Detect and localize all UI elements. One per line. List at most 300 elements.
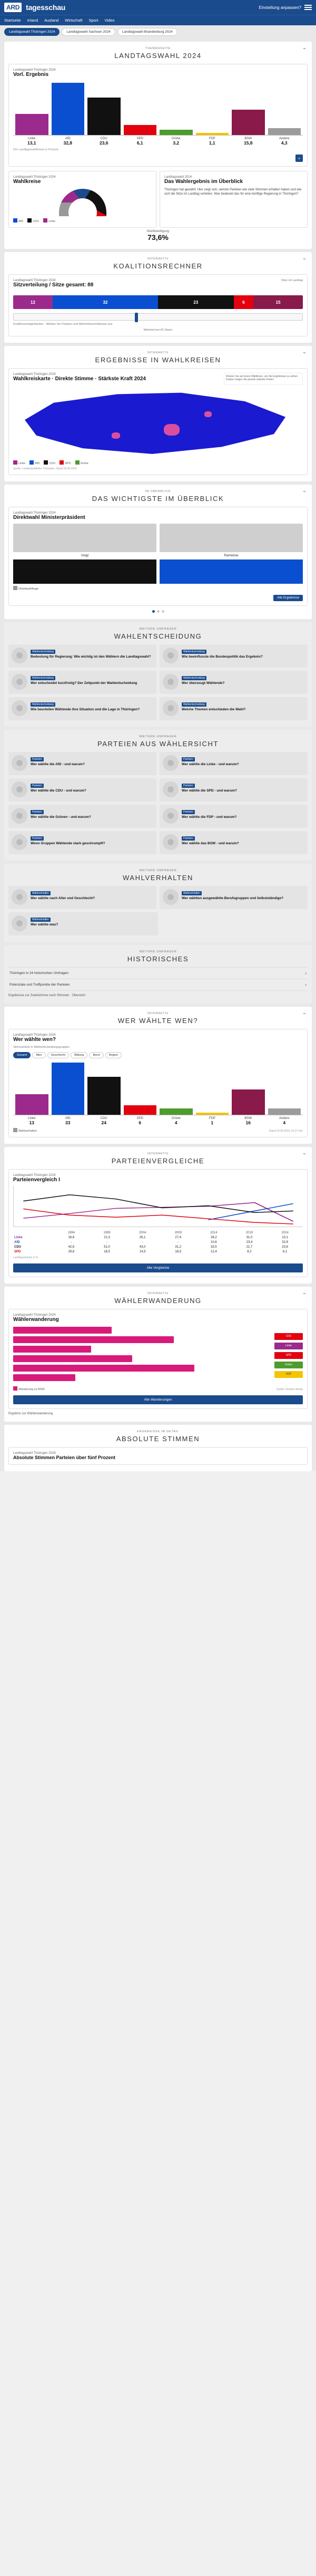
menu-icon[interactable] xyxy=(304,5,312,10)
card-headline: Wer wählte die Linke - und warum? xyxy=(182,763,239,766)
card-headline: Wer wählte die FDP - und warum? xyxy=(182,815,237,819)
card-title: Vorl. Ergebnis xyxy=(13,72,49,78)
flow-target-spd: SPD xyxy=(274,1352,303,1359)
card-kicker: Parteien xyxy=(182,784,195,788)
image-icon xyxy=(163,648,179,663)
flow-target-gruene: Grüne xyxy=(274,1362,303,1368)
cell: 33,5 xyxy=(211,1245,217,1249)
card-footer xyxy=(13,155,303,162)
cell: 18,5 xyxy=(175,1250,182,1253)
link-label: Potenziale und Treffpunkte der Parteien xyxy=(9,983,70,987)
bar-label-fdp: FDP 1,1 xyxy=(209,137,215,146)
card-headline: Wie beeinflusste die Bundespolitik das Ergebnis? xyxy=(182,655,263,659)
tab-beruf[interactable]: Beruf xyxy=(89,1052,103,1058)
card-headline: Wer wählte die SPD - und warum? xyxy=(182,789,237,793)
tab-region[interactable]: Region xyxy=(105,1052,122,1058)
avatar xyxy=(160,524,303,552)
row-party: AfD xyxy=(14,1240,20,1244)
all-comparisons-button[interactable]: Alle Vergleiche xyxy=(13,1263,303,1272)
absolute-title: ABSOLUTE STIMMEN xyxy=(116,1435,200,1443)
card-headline: Wer wählte die CDU - und warum? xyxy=(31,789,86,793)
card-kicker: Wahlentscheidung xyxy=(182,650,206,654)
list-item[interactable] xyxy=(160,752,308,775)
card-kicker: Wahlentscheidung xyxy=(31,650,55,654)
cell: 13,1 xyxy=(282,1236,288,1239)
party-trend-linechart xyxy=(13,1186,303,1227)
image-icon xyxy=(12,674,27,690)
bar-andere xyxy=(268,1063,301,1115)
slider-label: Koalitionsmöglichkeiten · Wählen Sie Parteien und Mehrheitsverhältnisse aus xyxy=(13,323,113,326)
th-1999: 1999 xyxy=(103,1231,111,1234)
wahlverhalten-grid xyxy=(8,886,308,935)
map-region-b[interactable] xyxy=(112,432,120,439)
direktwahl-kicker: Landtagswahl Thüringen 2024 xyxy=(13,512,56,515)
legend-cdu: CDU xyxy=(27,218,39,223)
cell: 31,2 xyxy=(175,1245,182,1249)
parteien-grid xyxy=(8,752,308,854)
cell: - xyxy=(71,1240,72,1244)
tab-alter[interactable]: Alter xyxy=(32,1052,45,1058)
bar-fdp xyxy=(196,83,229,135)
direktwahl-legend xyxy=(13,586,303,591)
wanderung-legend xyxy=(13,1386,303,1391)
share-icon[interactable]: ⌁ xyxy=(302,46,307,52)
vergleich-card xyxy=(8,1169,308,1277)
result-card xyxy=(8,64,308,167)
seatseg-cdu[interactable]: 23 xyxy=(158,295,234,309)
list-item[interactable] xyxy=(160,671,308,694)
article-text: Thüringen hat gewählt: Hier zeigt sich, welche Parteien wie viele Stimmen erhalten haben und wie sich die Sitze im Landtag verteilen. Was bedeutet das für eine künftige Regierung in Thüringen? xyxy=(164,188,302,196)
bar-label-andere: Andere 4,3 xyxy=(279,137,290,146)
map-title: Wahlkreiskarte · Direkte Stimme · Stärkste Kraft 2024 xyxy=(13,376,146,382)
werwen-legend xyxy=(13,1127,303,1133)
card-headline: Wenn Gruppen Wählende stark geschrumpft? xyxy=(31,842,105,845)
chevron-right-icon: › xyxy=(305,971,307,976)
list-item[interactable] xyxy=(160,644,308,668)
axis-note: Der Landtagswahlkreise in Prozent xyxy=(13,148,58,151)
list-item[interactable] xyxy=(160,886,308,909)
image-icon xyxy=(12,889,27,905)
cell: 29,6 xyxy=(68,1250,75,1253)
cell: 23,4 xyxy=(246,1240,253,1244)
bar-label-cdu: CDU 23,6 xyxy=(99,137,108,146)
wanderung-card xyxy=(8,1309,308,1409)
share-icon[interactable]: ⌁ xyxy=(302,1291,307,1297)
tab-gesamt[interactable]: Gesamt xyxy=(13,1052,31,1058)
share-icon[interactable]: ⌁ xyxy=(302,350,307,356)
list-item[interactable] xyxy=(8,752,156,775)
nav-item-4[interactable]: Sport xyxy=(88,18,98,23)
section-koalitionsrechner xyxy=(4,252,312,343)
bar-label-gruene: Grüne 4 xyxy=(171,1117,181,1125)
section-absolute-stimmen xyxy=(4,1425,312,1471)
majority-note: Mehrheit bei 45 Sitzen xyxy=(143,329,173,332)
cell: 21,7 xyxy=(246,1245,253,1249)
th-2014: 2014 xyxy=(210,1231,218,1234)
flow-bar xyxy=(13,1327,112,1334)
wahlverhalten-eyebrow: WEITERE UMFRAGEN xyxy=(139,869,177,872)
absolute-card-title: Absolute Stimmen Parteien über fünf Prozent xyxy=(13,1455,116,1460)
expand-icon[interactable]: ＋ xyxy=(295,155,303,162)
ard-logo[interactable]: ARD xyxy=(4,3,22,12)
th-1994: 1994 xyxy=(67,1231,75,1234)
flow-right xyxy=(274,1333,303,1378)
absolute-kicker: Landtagswahl Thüringen 2024 xyxy=(13,1452,56,1455)
vergleich-eyebrow: INTERAKTIV xyxy=(147,1152,169,1155)
donut-legend xyxy=(13,218,152,223)
bar-labels xyxy=(13,137,303,146)
wahlkreise-eyebrow: INTERAKTIV xyxy=(147,351,169,354)
list-item[interactable] xyxy=(8,967,308,979)
koalition-hint: Sitze im Landtag xyxy=(281,279,303,282)
bar-linke xyxy=(15,1063,48,1115)
werwen-bar-labels xyxy=(13,1117,303,1125)
seatseg-afd[interactable]: 32 xyxy=(53,295,158,309)
qrow xyxy=(8,778,308,802)
bar-bsw xyxy=(232,1063,265,1115)
subnav-sachsen[interactable]: Landtagswahl Sachsen 2024 xyxy=(62,28,115,36)
card-headline: Wie beurteilen Wählende ihre Situation und die Lage in Thüringen? xyxy=(31,708,140,711)
image-icon xyxy=(163,889,179,905)
cell: 26,1 xyxy=(139,1236,146,1239)
subnav-thueringen[interactable]: Landtagswahl Thüringen 2024 xyxy=(4,28,60,36)
list-item[interactable] xyxy=(160,831,308,854)
qrow xyxy=(8,644,308,668)
list-item[interactable] xyxy=(160,697,308,720)
seat-donut-chart xyxy=(59,189,106,216)
qrow xyxy=(8,886,308,909)
card-kicker: Landtagswahl Thüringen 2024 xyxy=(13,69,56,72)
link-label: Thüringen in 24 historischen Umfragen xyxy=(9,971,69,975)
image-icon xyxy=(12,700,27,716)
carousel-dots[interactable] xyxy=(8,610,308,613)
bar-linke xyxy=(15,83,48,135)
constituency-map[interactable] xyxy=(13,387,303,458)
table-row xyxy=(13,1240,303,1244)
cell: 32,8 xyxy=(282,1240,288,1244)
wichtigste-eyebrow: IM ÜBERBLICK xyxy=(145,490,171,493)
bar-label-spd: SPD 6 xyxy=(136,1117,143,1125)
card-kicker: Parteien xyxy=(31,836,44,841)
map-source: Quelle: Landeswahlleiter Thüringen, Stand 02.09.2024 xyxy=(13,467,77,470)
bar-bsw xyxy=(232,83,265,135)
section-historisches xyxy=(4,945,312,1004)
werwen-card-title: Wer wählte wen? xyxy=(13,1037,56,1043)
section-eyebrow: THEMENSEITE xyxy=(145,47,171,50)
flow-bar xyxy=(13,1355,132,1362)
cell: 31,0 xyxy=(246,1236,253,1239)
flow-bar xyxy=(13,1336,174,1343)
legend-afd: AfD xyxy=(13,218,23,223)
card-headline: Wer wählte was? xyxy=(31,923,58,927)
direktwahl-title: Direktwahl Ministerpräsident xyxy=(13,515,85,520)
list-item[interactable] xyxy=(8,912,158,935)
wahlkreise-title: ERGEBNISSE IN WAHLKREISEN xyxy=(95,356,221,364)
wanderung-card-title: Wählerwanderung xyxy=(13,1317,59,1323)
absolute-eyebrow: ERGEBNISSE IM DETAIL xyxy=(137,1430,179,1433)
image-icon xyxy=(12,782,27,797)
list-item[interactable] xyxy=(8,778,156,802)
card-headline: Wer entscheidet kurzfristig? Der Zeitpunkt der Wahlentscheidung xyxy=(31,681,137,685)
bar-label-bsw: BSW 15,8 xyxy=(243,137,253,146)
bar-cdu xyxy=(87,83,121,135)
koalition-title: KOALITIONSRECHNER xyxy=(113,262,203,270)
election-subnav xyxy=(0,25,316,38)
flow-target-linke: Linke xyxy=(274,1343,303,1349)
bar-label-afd: AfD 32,8 xyxy=(63,137,73,146)
coalition-slider[interactable] xyxy=(13,313,303,321)
image-icon xyxy=(163,755,179,771)
page-title: LANDTAGSWAHL 2024 xyxy=(114,52,202,60)
werwen-sub: Stimmanteile in Wahlentscheidungsgruppen xyxy=(13,1046,70,1049)
card-kicker: Parteien xyxy=(182,836,195,841)
article-kicker: Landtagswahl 2024 xyxy=(164,176,192,179)
cell: 21,3 xyxy=(104,1236,110,1239)
werwen-card xyxy=(8,1029,308,1137)
qrow xyxy=(8,697,308,720)
map-legend-afd: AfD xyxy=(29,460,39,465)
card-kicker: Parteien xyxy=(31,784,44,788)
bar-label-bsw: BSW 16 xyxy=(244,1117,252,1125)
image-icon xyxy=(163,834,179,850)
bar-afd xyxy=(52,83,85,135)
subnav-brandenburg[interactable]: Landtagswahl Brandenburg 2024 xyxy=(117,28,177,36)
image-icon xyxy=(163,700,179,716)
card-headline: Welche Themen entschieden die Wahl? xyxy=(182,708,246,711)
image-icon xyxy=(12,834,27,850)
turnout-block xyxy=(8,228,308,243)
voter-flow-chart xyxy=(13,1327,303,1384)
party-comparison-table xyxy=(13,1230,303,1254)
candidate-name: Voigt xyxy=(81,554,89,557)
section-wer-waehlte-wen xyxy=(4,1007,312,1144)
nav-item-5[interactable]: Video xyxy=(104,18,115,23)
list-item[interactable] xyxy=(160,778,308,802)
wahlverhalten-title: WAHLVERHALTEN xyxy=(123,874,193,882)
row-party: SPD xyxy=(14,1250,21,1253)
card-kicker: Wahlentscheidung xyxy=(31,676,55,680)
bar-cdu xyxy=(87,1063,121,1115)
cell: 27,4 xyxy=(175,1236,182,1239)
list-item[interactable] xyxy=(8,979,308,991)
bar-andere xyxy=(268,83,301,135)
section-parteienvergleiche xyxy=(4,1147,312,1284)
qrow xyxy=(8,805,308,828)
share-icon[interactable]: ⌁ xyxy=(302,1151,307,1157)
absolute-card xyxy=(8,1447,308,1465)
bar-label-afd: AfD 33 xyxy=(65,1117,71,1125)
image-icon xyxy=(12,808,27,824)
th-2024: 2024 xyxy=(281,1231,289,1234)
historisches-eyebrow: WEITERE UMFRAGEN xyxy=(139,950,177,953)
bar-spd xyxy=(124,1063,157,1115)
image-icon xyxy=(12,755,27,771)
candidate-bar-ramelow xyxy=(160,559,303,584)
bar-afd xyxy=(52,1063,85,1115)
overview-row xyxy=(8,171,308,228)
map-region-a[interactable] xyxy=(164,424,180,436)
donut-kicker: Landtagswahl Thüringen 2024 xyxy=(13,176,56,179)
section-wahlentscheidung xyxy=(4,622,312,727)
wahlentscheidung-eyebrow: WEITERE UMFRAGEN xyxy=(139,628,177,631)
donut-title: Wahlkreise xyxy=(13,179,41,185)
map-legend xyxy=(13,460,303,465)
qrow xyxy=(8,912,308,935)
cell: - xyxy=(177,1240,179,1244)
candidate-name: Ramelow xyxy=(224,554,239,557)
table-header-row xyxy=(13,1230,303,1235)
turnout-value: 73,6% xyxy=(147,233,169,242)
historisches-links xyxy=(8,967,308,991)
turnout-label: Wahlbeteiligung xyxy=(146,230,170,233)
section-waehlerwanderung xyxy=(4,1287,312,1422)
historisches-footer: Ergebnisse zur Zweitstimme nach Stimmen · Übersicht xyxy=(8,994,86,997)
cell: 8,2 xyxy=(247,1250,252,1253)
th-2019: 2019 xyxy=(245,1231,253,1234)
werwen-eyebrow: INTERAKTIV xyxy=(147,1012,169,1015)
card-kicker: Parteien xyxy=(182,810,195,814)
parteien-title: PARTEIEN AUS WÄHLERSICHT xyxy=(97,740,219,748)
wanderung-title: WÄHLERWANDERUNG xyxy=(114,1297,202,1305)
image-icon xyxy=(12,648,27,663)
vergleich-card-title: Parteienvergleich I xyxy=(13,1177,60,1183)
candidate-ramelow[interactable] xyxy=(160,524,303,557)
card-kicker: Wahlverhalten xyxy=(31,918,51,922)
bar-fdp xyxy=(196,1063,229,1115)
share-icon[interactable]: ⌁ xyxy=(302,256,307,262)
vergleich-title: PARTEIENVERGLEICHE xyxy=(111,1157,205,1165)
koalition-kicker: Landtagswahl Thüringen 2024 xyxy=(13,279,56,282)
tab-bildung[interactable]: Bildung xyxy=(71,1052,87,1058)
row-party: CDU xyxy=(14,1245,21,1249)
cell: 23,6 xyxy=(282,1245,288,1249)
share-icon[interactable]: ⌁ xyxy=(302,1011,307,1017)
section-landtagswahl xyxy=(4,42,312,249)
bar-label-linke: Linke 13,1 xyxy=(27,137,36,146)
map-legend-linke: Linke xyxy=(13,460,25,465)
nav-item-0[interactable]: Startseite xyxy=(4,18,21,23)
wahlentscheidung-grid xyxy=(8,644,308,720)
seatseg-spd[interactable]: 6 xyxy=(234,295,254,309)
map-legend-cdu: CDU xyxy=(44,460,55,465)
historisches-title: HISTORISCHES xyxy=(127,955,189,963)
werwen-kicker: Landtagswahl Thüringen 2024 xyxy=(13,1034,56,1037)
seat-distribution-bar[interactable] xyxy=(13,295,303,309)
overview-article-card[interactable] xyxy=(160,171,308,228)
table-row xyxy=(13,1249,303,1254)
image-icon xyxy=(163,674,179,690)
flow-bar xyxy=(13,1374,75,1381)
candidate-voigt[interactable] xyxy=(13,524,156,557)
cell: 18,5 xyxy=(104,1250,110,1253)
candidate-row xyxy=(13,524,303,557)
list-item[interactable] xyxy=(160,805,308,828)
nav-item-1[interactable]: Inland xyxy=(27,18,38,23)
donut-card[interactable] xyxy=(8,171,156,228)
cell: - xyxy=(142,1240,143,1244)
main-nav xyxy=(0,15,316,25)
list-item[interactable] xyxy=(8,831,156,854)
card-kicker: Wahlentscheidung xyxy=(182,702,206,707)
card-kicker: Wahlentscheidung xyxy=(31,702,55,707)
legend-wanderung: Wanderung zu BSW xyxy=(13,1386,45,1391)
wahlentscheidung-title: WAHLENTSCHEIDUNG xyxy=(114,632,202,640)
flow-left xyxy=(13,1327,272,1384)
all-flows-button[interactable]: Alle Wanderungen xyxy=(13,1395,303,1404)
bar-label-gruene: Grüne 3,2 xyxy=(171,137,181,146)
bar-label-cdu: CDU 24 xyxy=(100,1117,107,1125)
nav-item-2[interactable]: Ausland xyxy=(44,18,59,23)
koalition-card xyxy=(8,274,308,336)
cell: 10,6 xyxy=(211,1240,217,1244)
legend-wahlverhalten: Wahlverhalten xyxy=(13,1128,37,1133)
slider-knob[interactable] xyxy=(135,313,138,322)
share-icon[interactable]: ⌁ xyxy=(302,489,307,495)
chevron-right-icon: › xyxy=(305,982,307,987)
wanderung-source: Quelle: Infratest dimap xyxy=(276,1388,303,1391)
list-item[interactable] xyxy=(8,886,156,909)
cell: 16,6 xyxy=(68,1236,75,1239)
image-icon xyxy=(12,915,27,931)
all-results-button[interactable]: Alle Ergebnisse xyxy=(273,595,303,601)
koalition-card-title: Sitzverteilung / Sitze gesamt: 88 xyxy=(13,282,94,288)
bar-spd xyxy=(124,83,157,135)
th-2004: 2004 xyxy=(139,1231,146,1234)
th-party xyxy=(13,1230,54,1235)
koalition-eyebrow: INTERAKTIV xyxy=(147,257,169,261)
result-bar-chart xyxy=(13,83,303,136)
image-icon xyxy=(163,782,179,797)
tab-geschlecht[interactable]: Geschlecht xyxy=(47,1052,70,1058)
cell: 51,0 xyxy=(104,1245,110,1249)
card-headline: Wer wählte das BSW - und warum? xyxy=(182,842,239,845)
section-wahlverhalten xyxy=(4,864,312,942)
section-wahlkreise xyxy=(4,346,312,481)
settings-label[interactable]: Einstellung anpassen? xyxy=(259,5,301,10)
map-legend-gruene: Grüne xyxy=(75,460,88,465)
list-item[interactable] xyxy=(8,644,156,668)
section-parteien-waehlersicht xyxy=(4,730,312,861)
wichtigste-title: DAS WICHTIGSTE IM ÜBERBLICK xyxy=(92,495,224,503)
werwen-bar-chart xyxy=(13,1063,303,1115)
topbar xyxy=(0,0,316,15)
seatseg-linke[interactable]: 12 xyxy=(13,295,53,309)
table-row xyxy=(13,1244,303,1249)
card-kicker: Wahlverhalten xyxy=(31,891,51,895)
qrow xyxy=(8,671,308,694)
nav-item-3[interactable]: Wirtschaft xyxy=(65,18,83,23)
list-item[interactable] xyxy=(8,697,156,720)
parteien-eyebrow: WEITERE UMFRAGEN xyxy=(139,735,177,738)
cell: 14,5 xyxy=(139,1250,146,1253)
qrow xyxy=(8,752,308,775)
image-icon xyxy=(163,808,179,824)
cell: - xyxy=(106,1240,108,1244)
legend-linke: Linke xyxy=(43,218,55,223)
werwen-tabs xyxy=(13,1052,303,1058)
section-wichtigste xyxy=(4,485,312,619)
seatseg-bsw[interactable]: 15 xyxy=(253,295,303,309)
card-headline: Wer überzeugt Wählende? xyxy=(182,681,225,685)
wanderung-eyebrow: INTERAKTIV xyxy=(147,1292,169,1295)
table-row xyxy=(13,1235,303,1240)
site-logo[interactable]: tagesschau xyxy=(26,3,66,12)
direktwahl-card xyxy=(8,507,308,606)
list-item[interactable] xyxy=(8,805,156,828)
list-item[interactable] xyxy=(8,671,156,694)
map-region-c[interactable] xyxy=(204,411,212,417)
wahlkreise-card xyxy=(8,368,308,475)
